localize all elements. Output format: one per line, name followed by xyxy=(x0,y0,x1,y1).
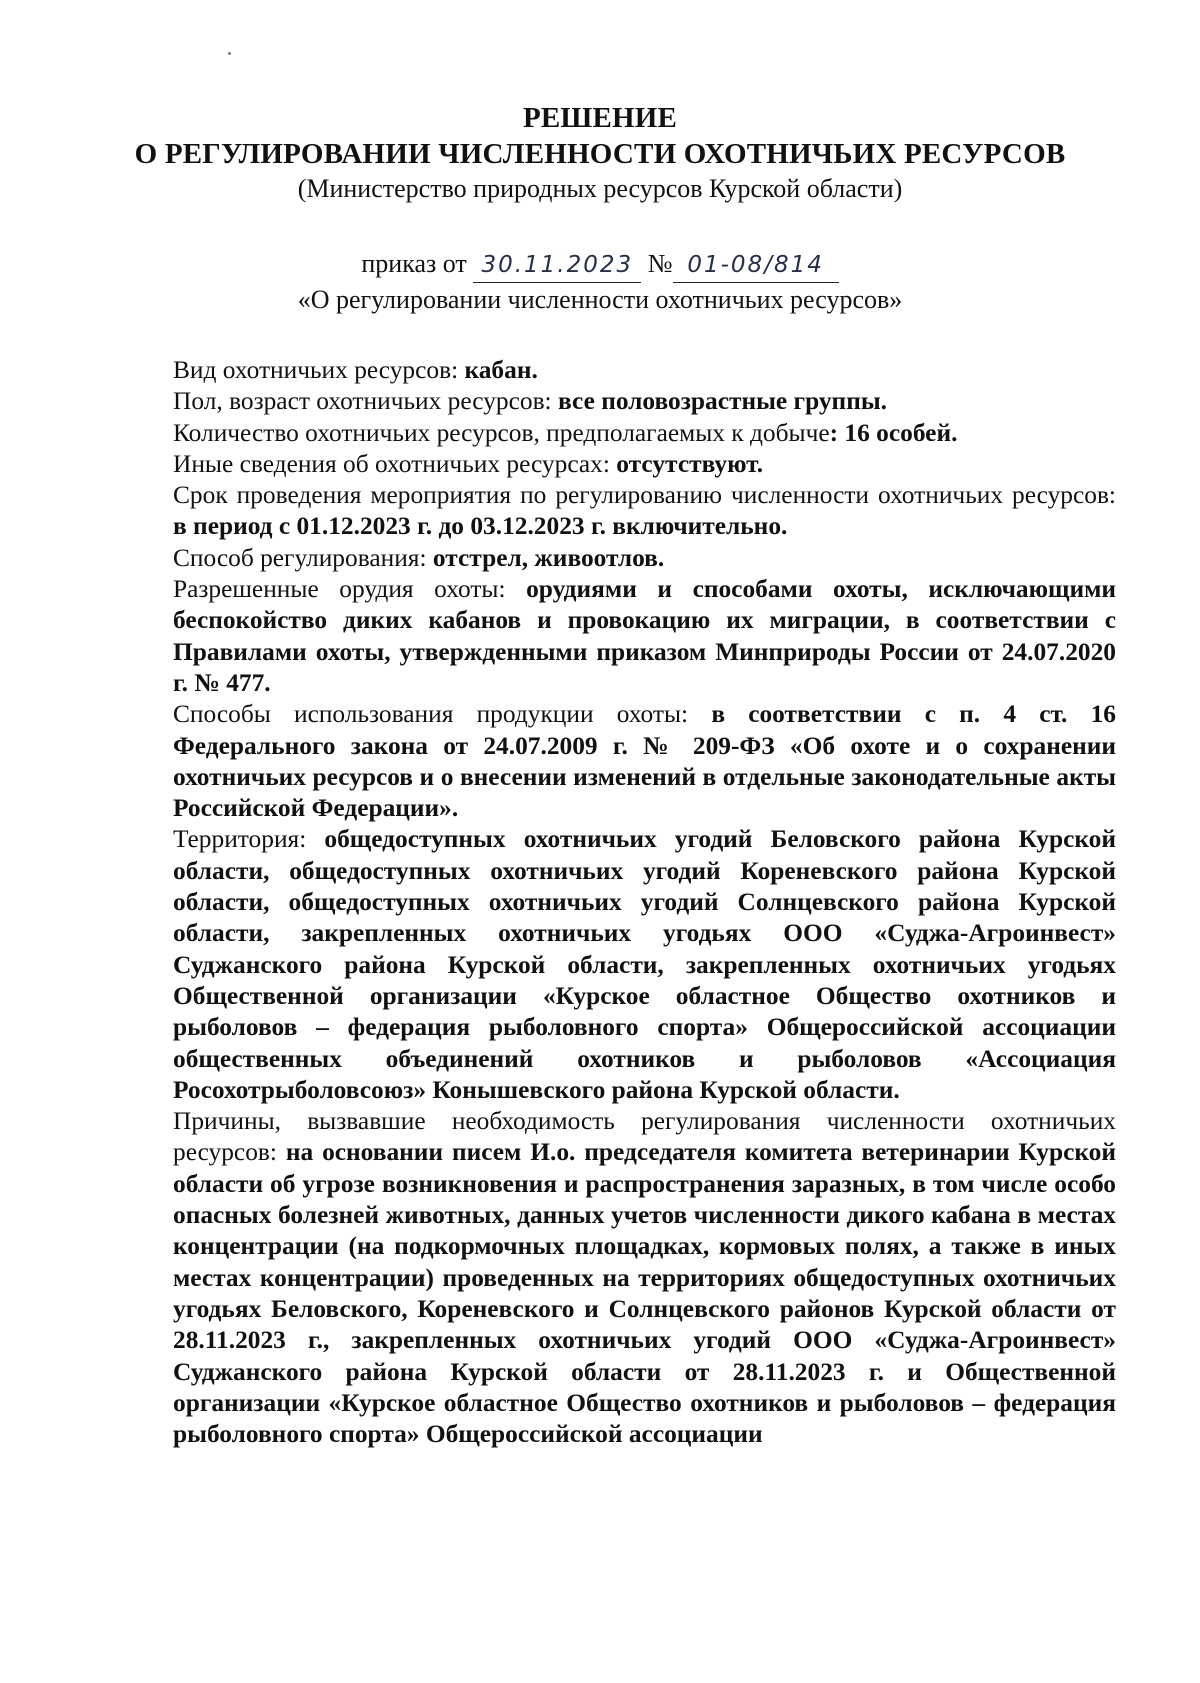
order-title: «О регулировании численности охотничьих ресурсов» xyxy=(297,285,903,314)
order-reference xyxy=(0,247,1200,283)
order-date-handwritten: 30.11.2023 xyxy=(473,248,641,283)
field-value: отстрел, живоотлов. xyxy=(432,543,665,572)
field-value: кабан. xyxy=(464,356,538,384)
field-value: в период с 01.12.2023 г. до 03.12.2023 г. включительно. xyxy=(173,512,788,541)
field-value: на основании писем И.о. председателя комитета ветеринарии Курской области об угрозе возникновения и распространения заразных, в том числе особо опасных болезней животных, данных учетов численности дикого кабана в местах концентрации (на подкормочных площадках, кормовых полях, а также в иных местах концентрации) проведенных на территориях общедоступных охотничьих угодьях Беловского, Кореневского и Солнцевского районов Курской области от 28.11.2023 г., закрепленных охотничьих угодий ООО «Суджа-Агроинвест» Суджанского района Курской области от 28.11.2023 г. и Общественной организации «Курское областное Общество охотников и рыболовов – федерация рыболовного спорта» Общероссийской ассоциации xyxy=(173,1138,1116,1449)
order-number-handwritten: 01-08/814 xyxy=(673,248,839,283)
field-label: Причины, вызвавшие необходимость регулирования численности охотничьих ресурсов: xyxy=(173,1107,1116,1167)
field-product-use xyxy=(173,699,1116,824)
field-reasons xyxy=(173,1106,1116,1450)
field-value: все половозрастные группы. xyxy=(557,387,887,416)
document-subtitle: О РЕГУЛИРОВАНИИ ЧИСЛЕННОСТИ ОХОТНИЧЬИХ РЕСУРСОВ xyxy=(134,138,1066,170)
field-territory xyxy=(173,824,1116,1106)
field-hunting-tools xyxy=(173,574,1116,699)
field-label: Пол, возраст охотничьих ресурсов: xyxy=(173,387,558,416)
order-number-sign: № xyxy=(647,249,673,278)
field-label: Разрешенные орудия охоты: xyxy=(173,575,527,604)
field-label: Способ регулирования: xyxy=(173,543,433,572)
field-quantity xyxy=(173,418,1116,449)
field-value: : 16 особей. xyxy=(829,418,958,447)
field-value: орудиями и способами охоты, исключающими беспокойство диких кабанов и провокацию их миграции, в соответствии с Правилами охоты, утвержденными приказом Минприроды России от 24.07.2020 г. № 477. xyxy=(173,575,1116,697)
field-label: Срок проведения мероприятия по регулированию численности охотничьих ресурсов: xyxy=(173,481,1116,510)
field-value: общедоступных охотничьих угодий Беловского района Курской области, общедоступных охотничьих угодий Кореневского района Курской области, общедоступных охотничьих угодий Солнцевского района Курской области, закрепленных охотничьих угодьях ООО «Суджа-Агроинвест» Суджанского района Курской области, закрепленных охотничьих угодьях Общественной организации «Курское областное Общество охотников и рыболовов – федерация рыболовного спорта» Общероссийской ассоциации общественных объединений охотников и рыболовов «Ассоциация Росохотрыболовсоюз» Конышевского района Курской области. xyxy=(173,825,1116,1104)
order-prefix: приказ от xyxy=(361,249,467,278)
field-value: в соответствии с п. 4 ст. 16 Федерального закона от 24.07.2009 г. № 209-ФЗ «Об охоте и о сохранении охотничьих ресурсов и о внесении изменений в отдельные законодательные акты Российской Федерации». xyxy=(173,700,1116,823)
document-title: РЕШЕНИЕ xyxy=(522,102,678,134)
field-period xyxy=(173,480,1116,543)
field-other-info xyxy=(173,449,1116,480)
field-resource-type xyxy=(173,355,1116,386)
document-header xyxy=(0,100,1200,206)
issuing-authority: (Министерство природных ресурсов Курской области) xyxy=(297,174,903,203)
field-sex-age xyxy=(173,386,1116,417)
field-value: отсутствуют. xyxy=(616,449,764,478)
field-label: Количество охотничьих ресурсов, предполагаемых к добыче xyxy=(173,418,830,447)
field-label: Способы использования продукции охоты: xyxy=(173,700,712,729)
field-label: Вид охотничьих ресурсов: xyxy=(173,356,465,384)
field-method xyxy=(173,543,1116,574)
field-label: Иные сведения об охотничьих ресурсах: xyxy=(173,449,617,478)
field-label: Территория: xyxy=(173,825,325,854)
scan-speck xyxy=(228,52,231,55)
decision-fields xyxy=(173,355,1116,1450)
